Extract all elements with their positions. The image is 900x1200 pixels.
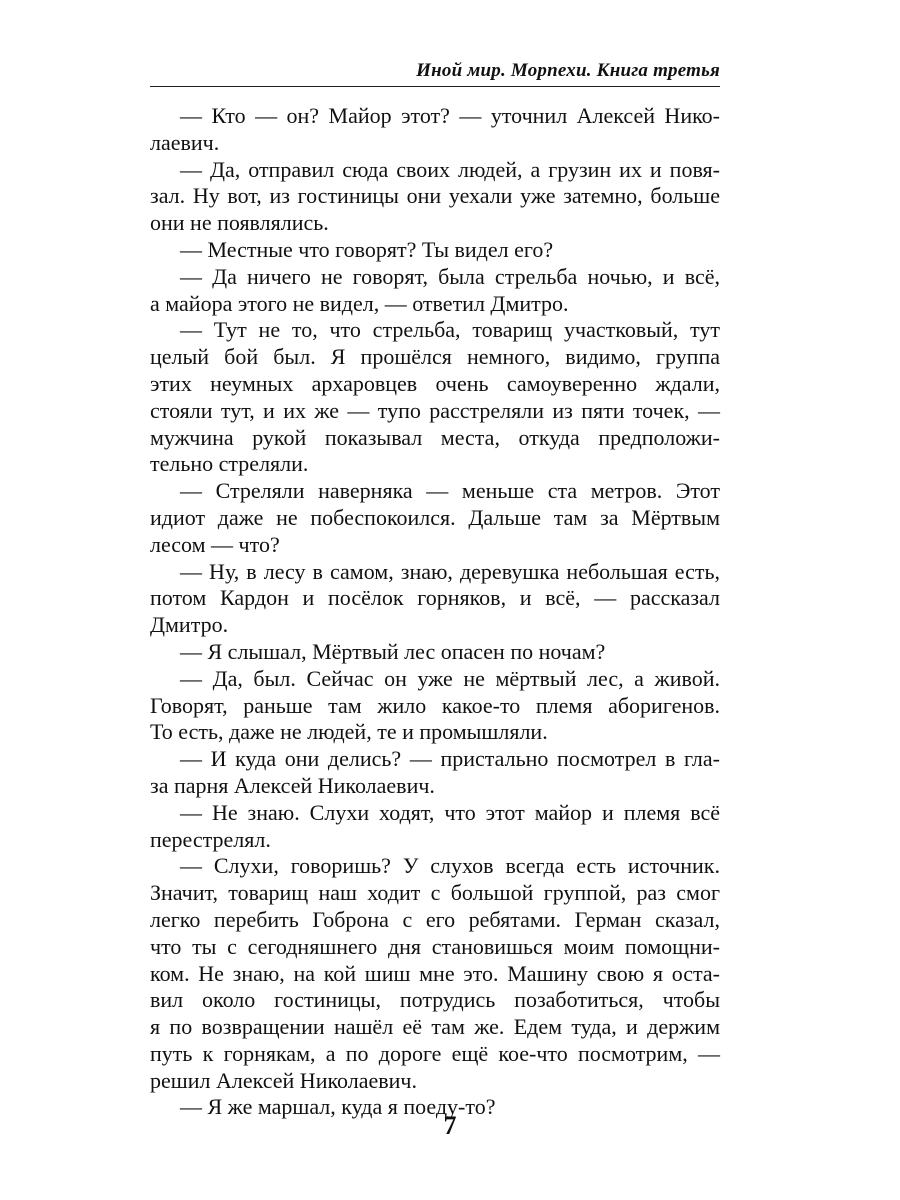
text-line: вил около гостиницы, потрудись позаботиться, чтобы bbox=[150, 987, 720, 1013]
text-line: — Тут не то, что стрельба, товарищ участковый, тут bbox=[180, 317, 720, 343]
text-line: а майора этого не видел, — ответил Дмитро. bbox=[150, 290, 569, 316]
text-line: я по возвращении нашёл её там же. Едем туда, и держим bbox=[150, 1014, 720, 1040]
text-line: этих неумных архаровцев очень самоуверенно ждали, bbox=[150, 370, 720, 396]
text-line: — Стреляли наверняка — меньше ста метров. Этот bbox=[180, 478, 720, 504]
text-line: — Да, был. Сейчас он уже не мёртвый лес, а живой. bbox=[180, 665, 720, 691]
header-rule bbox=[150, 86, 720, 87]
text-line: зал. Ну вот, из гостиницы они уехали уже затемно, больше bbox=[150, 183, 720, 209]
text-line: они не появлялись. bbox=[150, 210, 329, 236]
text-line: — Ну, в лесу в самом, знаю, деревушка небольшая есть, bbox=[180, 558, 720, 584]
text-line: лесом — что? bbox=[150, 531, 280, 557]
page-number: 7 bbox=[443, 1111, 457, 1140]
text-line: что ты с сегодняшнего дня становишься моим помощни- bbox=[150, 933, 720, 959]
text-line: — И куда они делись? — пристально посмотрел в гла- bbox=[180, 746, 720, 772]
text-line: за парня Алексей Николаевич. bbox=[150, 772, 435, 798]
text-line: идиот даже не побеспокоился. Дальше там за Мёртвым bbox=[150, 504, 720, 530]
text-line: целый бой был. Я прошёлся немного, видимо, группа bbox=[150, 344, 720, 370]
text-line: лаевич. bbox=[150, 129, 220, 155]
text-line: — Местные что говорят? Ты видел его? bbox=[180, 236, 554, 262]
running-header: Иной мир. Морпехи. Книга третья bbox=[416, 60, 720, 81]
text-line: — Я слышал, Мёртвый лес опасен по ночам? bbox=[180, 638, 606, 664]
text-line: перестрелял. bbox=[150, 826, 271, 852]
text-line: путь к горнякам, а по дороге ещё кое-что посмотрим, — bbox=[150, 1040, 720, 1066]
text-line: — Не знаю. Слухи ходят, что этот майор и племя всё bbox=[180, 799, 720, 825]
text-line: — Да ничего не говорят, была стрельба ночью, и всё, bbox=[180, 263, 720, 289]
text-line: — Да, отправил сюда своих людей, а грузин их и повя- bbox=[180, 156, 720, 182]
text-line: легко перебить Гоброна с его ребятами. Герман сказал, bbox=[150, 906, 720, 932]
text-line: мужчина рукой показывал места, откуда предположи- bbox=[150, 424, 720, 450]
text-line: стояли тут, и их же — тупо расстреляли из пяти точек, — bbox=[150, 397, 720, 423]
text-line: тельно стреляли. bbox=[150, 451, 309, 477]
text-line: Дмитро. bbox=[150, 612, 229, 638]
text-line: Значит, товарищ наш ходит с большой группой, раз смог bbox=[150, 880, 720, 906]
text-line: решил Алексей Николаевич. bbox=[150, 1067, 417, 1093]
body-text bbox=[150, 103, 720, 1121]
text-line: — Кто — он? Майор этот? — уточнил Алексей Нико- bbox=[180, 103, 720, 128]
text-line: То есть, даже не людей, те и промышляли. bbox=[150, 719, 548, 745]
text-line: — Слухи, говоришь? У слухов всегда есть источник. bbox=[180, 853, 720, 879]
text-line: Говорят, раньше там жило какое-то племя аборигенов. bbox=[150, 692, 720, 718]
text-line: потом Кардон и посёлок горняков, и всё, — рассказал bbox=[150, 585, 720, 611]
text-line: — Я же маршал, куда я поеду-то? bbox=[180, 1094, 496, 1120]
text-line: ком. Не знаю, на кой шиш мне это. Машину свою я оста- bbox=[150, 960, 720, 986]
